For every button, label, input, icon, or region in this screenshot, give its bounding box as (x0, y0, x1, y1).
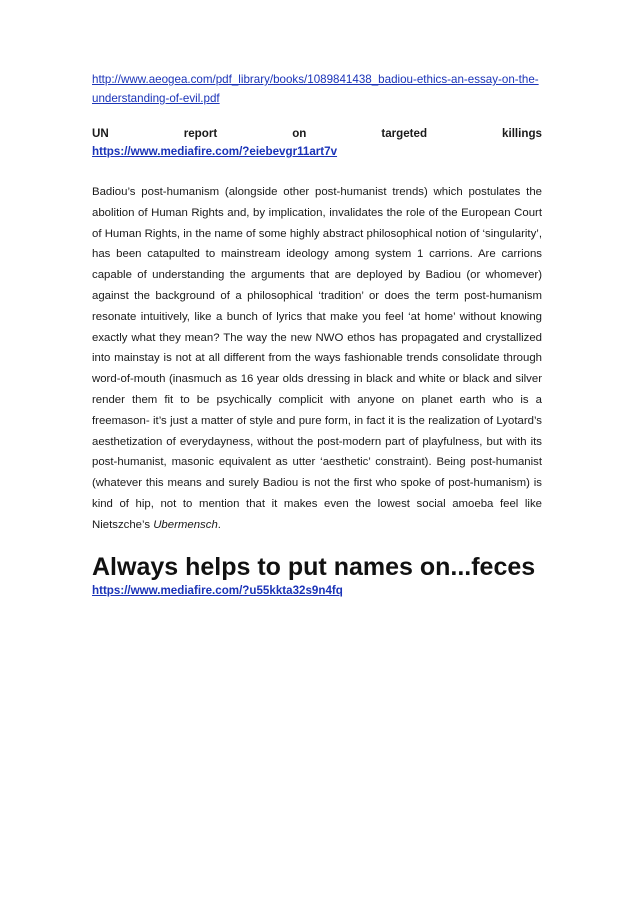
body-paragraph (92, 182, 542, 536)
document-page (92, 70, 542, 599)
un-report-word: on (292, 127, 307, 140)
section-heading: Always helps to put names on...feces (92, 552, 536, 581)
un-report-word: targeted (381, 127, 428, 140)
paragraph-end-punctuation: . (217, 518, 221, 531)
un-report-line (92, 126, 542, 142)
paragraph-italic-term: Ubermensch (153, 518, 218, 531)
feces-mediafire-link[interactable]: https://www.mediafire.com/?u55kkta32s9n4fq (92, 583, 343, 597)
un-report-word: UN (92, 127, 109, 140)
un-report-word: killings (502, 127, 542, 140)
un-report-mediafire-link[interactable]: https://www.mediafire.com/?eiebevgr11art7v (92, 145, 338, 158)
paragraph-main-text: Badiou’s post-humanism (alongside other post-humanist trends) which postulates the abolition of Human Rights and, by implication, invalidates the role of the European Court of Human Rights, in the name of some highly abstract philosophical notion of ‘singularity’, has been catapulted to mainstream ideology among system 1 carrions. Are carrions capable of understanding the arguments that are deployed by Badiou (or whomever) against the background of a philosophical ‘tradition’ or does the term post-humanism resonate intuitively, like a bunch of lyrics that make you feel ‘at home’ without knowing exactly what they mean? The way the new NWO ethos has propagated and crystallized into mainstay is not at all different from the ways fashionable trends consolidate through word-of-mouth (inasmuch as 16 year olds dressing in black and white or black and silver render them fit to be psychically complicit with anyone on planet earth who is a freemason- it’s just a matter of style and pure form, in fact it is the realization of Lyotard’s aesthetization of everydayness, without the post-modern part of playfulness, but with its post-humanist, masonic equivalent as utter ‘aesthetic’ constraint). Being post-humanist (whatever this means and surely Badiou is not the first who spoke of post-humanism) is kind of hip, not to mention that it makes even the lowest social amoeba feel like Nietszche’s (92, 186, 542, 531)
un-report-word: report (183, 127, 218, 140)
aeogea-pdf-link-line (92, 70, 542, 108)
aeogea-pdf-link[interactable]: http://www.aeogea.com/pdf_library/books/1089841438_badiou-ethics-an-essay-on-the-understanding-of-evil.pdf (92, 73, 539, 105)
